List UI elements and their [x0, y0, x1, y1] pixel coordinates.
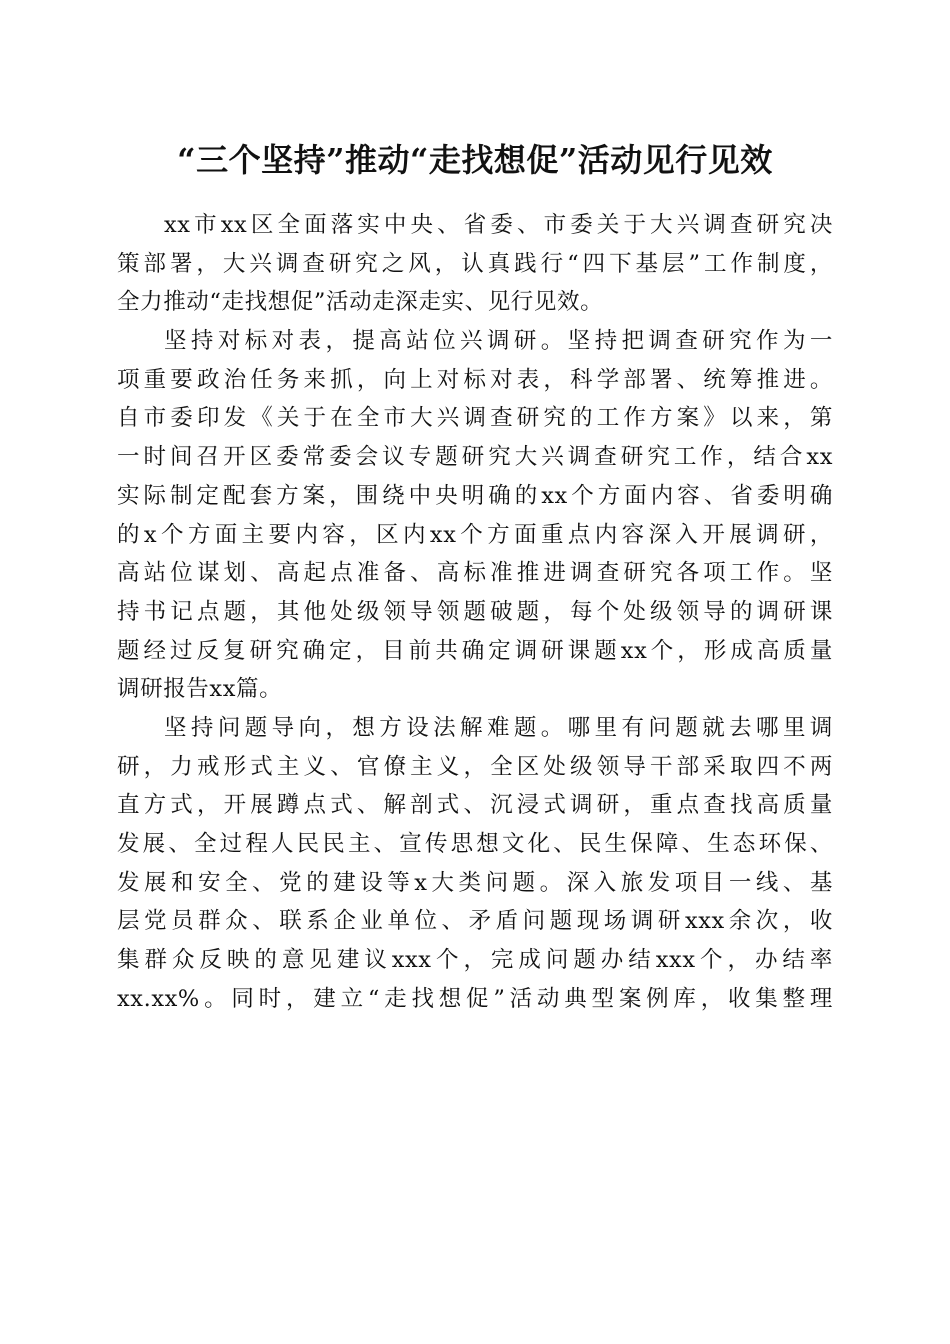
paragraph-3-line-4: 发展、全过程人民民主、宣传思想文化、民生保障、生态环保、 [117, 831, 833, 857]
paragraph-3-line-6: 层党员群众、联系企业单位、矛盾问题现场调研xxx余次，收 [117, 908, 833, 935]
paragraph-2-line-7: 高站位谋划、高起点准备、高标准推进调查研究各项工作。坚 [117, 560, 833, 587]
paragraph-1-line-1: xx市xx区全面落实中央、省委、市委关于大兴调查研究决 [164, 212, 833, 238]
paragraph-2-line-10: 调研报告xx篇。 [117, 676, 283, 703]
paragraph-1-line-3: 全力推动“走找想促”活动走深走实、见行见效。 [117, 289, 604, 316]
paragraph-2-line-3: 自市委印发《关于在全市大兴调查研究的工作方案》以来，第 [117, 405, 833, 432]
paragraph-3-line-1: 坚持问题导向，想方设法解难题。哪里有问题就去哪里调 [164, 714, 833, 741]
paragraph-3-line-5: 发展和安全、党的建设等x大类问题。深入旅发项目一线、基 [117, 869, 833, 896]
paragraph-3-line-3: 直方式，开展蹲点式、解剖式、沉浸式调研，重点查找高质量 [117, 792, 833, 819]
document-title: “三个坚持”推动“走找想促”活动见行见效 [177, 141, 773, 179]
paragraph-3-line-2: 研，力戒形式主义、官僚主义，全区处级领导干部采取四不两 [117, 753, 833, 780]
paragraph-2-line-1: 坚持对标对表，提高站位兴调研。坚持把调查研究作为一 [164, 328, 833, 355]
paragraph-3-line-8: xx.xx%。同时，建立“走找想促”活动典型案例库，收集整理 [117, 985, 833, 1012]
document-body [117, 206, 833, 1018]
paragraph-2-line-2: 项重要政治任务来抓，向上对标对表，科学部署、统筹推进。 [117, 366, 833, 393]
paragraph-2-line-6: 的x个方面主要内容，区内xx个方面重点内容深入开展调研， [117, 521, 833, 548]
paragraph-2-line-8: 持书记点题，其他处级领导领题破题，每个处级领导的调研课 [117, 598, 833, 625]
paragraph-2-line-5: 实际制定配套方案，围绕中央明确的xx个方面内容、省委明确 [117, 482, 833, 509]
paragraph-2-line-4: 一时间召开区委常委会议专题研究大兴调查研究工作，结合xx [117, 444, 833, 471]
paragraph-3-line-7: 集群众反映的意见建议xxx个，完成问题办结xxx个，办结率 [117, 947, 833, 974]
paragraph-1-line-2: 策部署，大兴调查研究之风，认真践行“四下基层”工作制度， [117, 250, 833, 277]
paragraph-2-line-9: 题经过反复研究确定，目前共确定调研课题xx个，形成高质量 [117, 637, 833, 664]
